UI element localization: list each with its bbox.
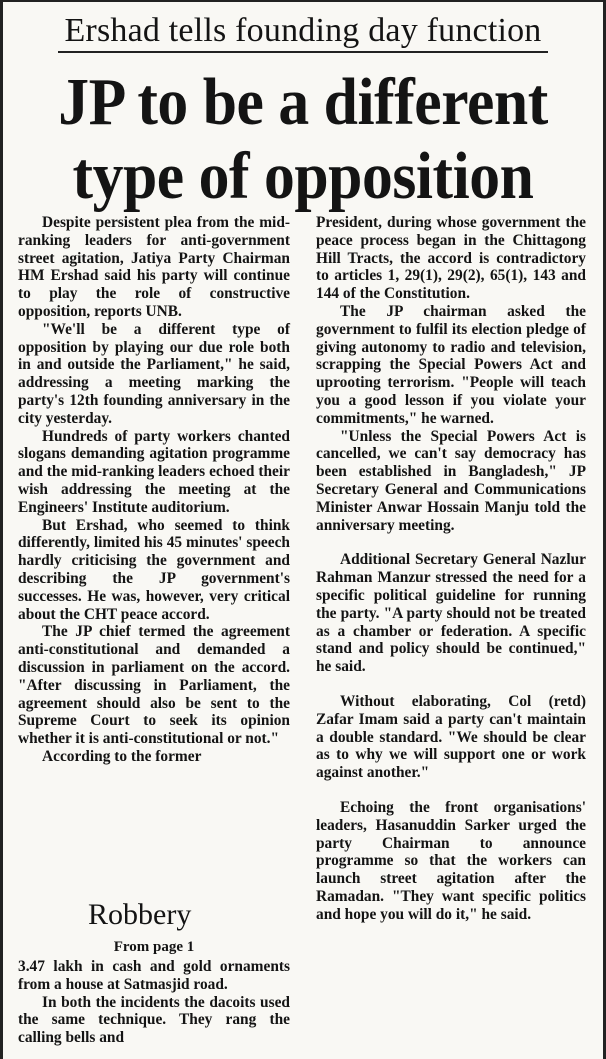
paragraph: But Ershad, who seemed to think differently, limited his 45 minutes' speech hardly criticising the government and describing the JP government's successes. He was, however, very critical about the CHT peace accord. (18, 516, 290, 623)
paragraph: The JP chief termed the agreement anti-constitutional and demanded a discussion in parliament on the accord. "After discussing in Parliament, the agreement should also be sent to the Supreme Court to seek its opinion whether it is anti-constitutional or not." (18, 623, 290, 748)
spacer (316, 534, 586, 551)
paragraph-continued: 3.47 lakh in cash and gold ornaments from a house at Satmasjid road. (18, 958, 290, 993)
paragraph: "Unless the Special Powers Act is cancelled, we can't say democracy has been established in Bangladesh," JP Secretary General and Communications Minister Anwar Hossain Manju told the anniversary meeting. (316, 427, 586, 534)
paragraph: The JP chairman asked the government to fulfil its election pledge of giving autonomy to radio and television, scrapping the Special Powers Act and uprooting terrorism. "People will teach you a good lesson if you violate your commitments," he warned. (316, 302, 586, 427)
paragraph: "We'll be a different type of opposition by playing our due role both in and outside the Parliament," he said, addressing a meeting marking the party's 12th founding anniversary in the city yesterday. (18, 320, 290, 427)
paragraph: Additional Secretary General Nazlur Rahman Manzur stressed the need for a specific political guideline for running the party. "A party should not be treated as a chamber or federation. A specific stand and policy should be continued," he said. (316, 551, 586, 676)
spacer (316, 782, 586, 799)
paragraph: In both the incidents the dacoits used the same technique. They rang the calling bells and (18, 993, 290, 1047)
article-column-2 (316, 214, 586, 923)
kicker (3, 12, 603, 53)
kicker-text: Ershad tells founding day function (58, 12, 547, 53)
paragraph: Hundreds of party workers chanted slogans demanding agitation programme and the mid-ranking leaders echoed their wish addressing the meeting at the Engineers' Institute auditorium. (18, 427, 290, 516)
paragraph: Without elaborating, Col (retd) Zafar Imam said a party can't maintain a double standard. "We should be clear as to why we will support one or work against another." (316, 692, 586, 782)
headline (27, 65, 579, 213)
robbery-column (18, 958, 290, 1047)
article-column-1 (18, 214, 290, 766)
headline-line-2: type of opposition (72, 139, 534, 213)
robbery-heading: Robbery (88, 898, 192, 931)
paragraph-continued: President, during whose government the peace process began in the Chittagong Hill Tracts, the accord is contradictory to articles 1, 29(1), 29(2), 65(1), 143 and 144 of the Constitution. (316, 214, 586, 303)
spacer (316, 676, 586, 693)
paragraph: According to the former (42, 747, 202, 765)
paragraph: Echoing the front organisations' leaders, Hasanuddin Sarker urged the party Chairman to announce programme so that the workers can launch street agitation after the Ramadan. "They want specific politics and hope you will do it," he said. (316, 798, 586, 923)
paragraph: Despite persistent plea from the mid-ranking leaders for anti-government street agitation, Jatiya Party Chairman HM Ershad said his party will continue to play the role of constructive opposition, reports UNB. (18, 214, 290, 320)
robbery-jump-line: From page 1 (113, 939, 195, 955)
headline-line-1: JP to be a different (58, 65, 548, 139)
